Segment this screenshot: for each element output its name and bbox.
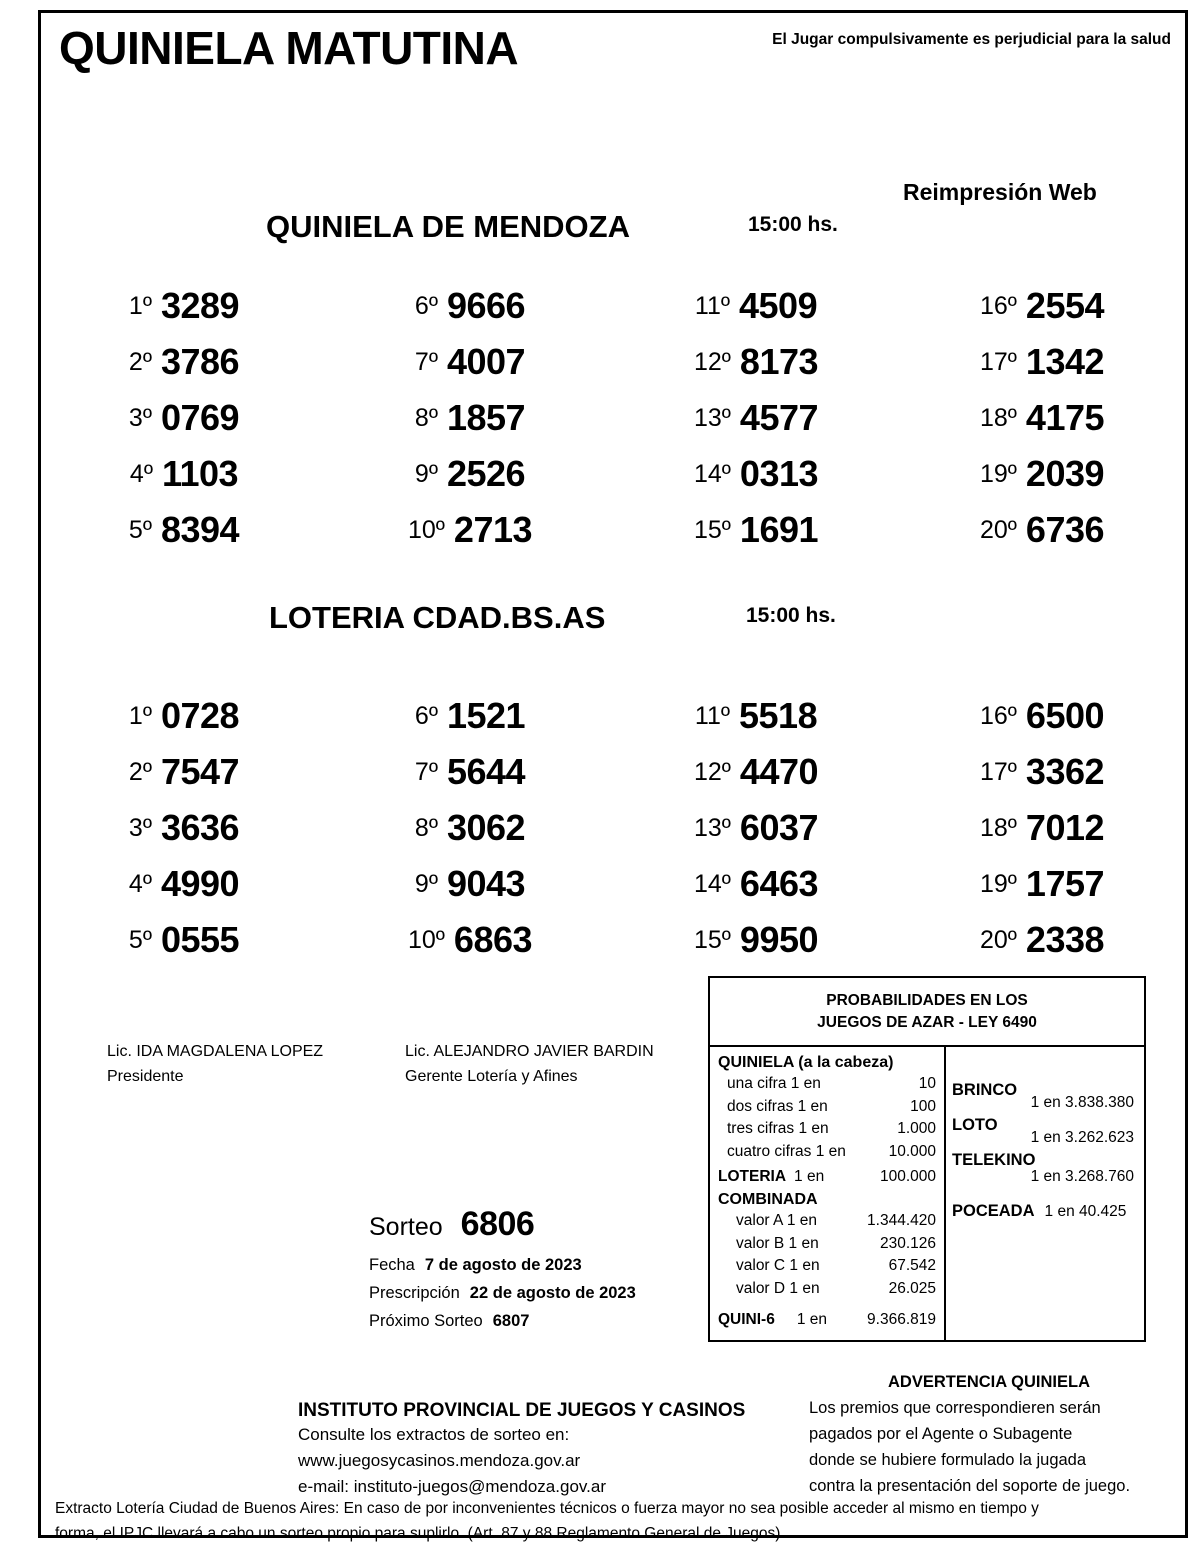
- fecha-label: Fecha: [369, 1256, 415, 1274]
- result-number: 5518: [739, 695, 818, 736]
- result-number: 2039: [1025, 453, 1105, 494]
- result-number: 3289: [160, 285, 240, 326]
- result-cell: [899, 800, 1185, 856]
- institute-line: Consulte los extractos de sorteo en:: [298, 1425, 570, 1444]
- institute-block: [298, 1400, 745, 1500]
- loteria-row: [718, 1165, 936, 1189]
- game-prob-poceada: [952, 1202, 1138, 1221]
- result-number: 2338: [1025, 919, 1105, 960]
- result-position: 4º: [128, 869, 152, 898]
- prob-value: 10.000: [888, 1142, 936, 1160]
- probabilities-right-column: [946, 1047, 1144, 1340]
- probabilities-title-line1: PROBABILIDADES EN LOS: [826, 992, 1028, 1009]
- game-name: POCEADA: [952, 1202, 1035, 1220]
- game-prob-loto: [952, 1116, 1138, 1147]
- result-position: 16º: [979, 291, 1017, 320]
- result-cell: [613, 278, 899, 334]
- probabilities-body: [710, 1047, 1144, 1340]
- result-position: 2º: [128, 347, 152, 376]
- result-number: 2713: [453, 509, 533, 550]
- result-cell: [327, 800, 613, 856]
- prob-label: dos cifras 1 en: [727, 1097, 828, 1115]
- result-position: 19º: [979, 869, 1017, 898]
- result-cell: [613, 446, 899, 502]
- result-number: 7012: [1025, 807, 1105, 848]
- result-number: 1691: [739, 509, 819, 550]
- result-cell: [899, 390, 1185, 446]
- result-cell: [899, 856, 1185, 912]
- result-number: 4509: [739, 285, 818, 326]
- prob-label: una cifra 1 en: [727, 1075, 821, 1092]
- draw-title-bsas: LOTERIA CDAD.BS.AS: [269, 600, 606, 635]
- gambling-warning-banner: El Jugar compulsivamente es perjudicial para la salud: [772, 31, 1171, 48]
- prob-value: 10: [918, 1075, 936, 1092]
- game-name: BRINCO: [952, 1081, 1018, 1099]
- result-position: 7º: [414, 757, 438, 786]
- game-odds: 1 en 3.268.760: [1030, 1168, 1134, 1185]
- result-position: 9º: [414, 459, 438, 488]
- game-name: TELEKINO: [952, 1151, 1036, 1169]
- result-position: 12º: [693, 757, 731, 786]
- result-position: 7º: [414, 347, 438, 376]
- result-position: 13º: [693, 813, 731, 842]
- result-position: 10º: [407, 515, 445, 544]
- result-cell: [327, 912, 613, 968]
- result-number: 1521: [446, 695, 526, 736]
- result-position: 11º: [694, 701, 730, 730]
- proximo-sorteo-value: 6807: [492, 1312, 530, 1330]
- result-position: 15º: [693, 925, 731, 954]
- result-position: 14º: [693, 869, 731, 898]
- result-cell: [327, 744, 613, 800]
- result-cell: [899, 446, 1185, 502]
- quini6-value: 9.366.819: [867, 1311, 936, 1328]
- signature-name: Lic. ALEJANDRO JAVIER BARDIN: [405, 1043, 654, 1060]
- result-number: 4007: [446, 341, 526, 382]
- prescripcion-label: Prescripción: [369, 1284, 460, 1302]
- result-position: 16º: [979, 701, 1017, 730]
- result-position: 12º: [693, 347, 731, 376]
- result-cell: [613, 688, 899, 744]
- footer-disclaimer: [55, 1496, 1173, 1546]
- result-cell: [41, 390, 327, 446]
- result-cell: [41, 912, 327, 968]
- result-cell: [613, 744, 899, 800]
- result-number: 3636: [160, 807, 240, 848]
- result-cell: [899, 502, 1185, 558]
- prob-label: valor A 1 en: [736, 1212, 818, 1229]
- sorteo-number: 6806: [460, 1205, 535, 1243]
- result-position: 1º: [128, 701, 152, 730]
- result-number: 1757: [1025, 863, 1105, 904]
- result-cell: [899, 744, 1185, 800]
- prob-value: 100: [910, 1097, 936, 1115]
- result-cell: [613, 390, 899, 446]
- prob-label: tres cifras 1 en: [727, 1120, 829, 1137]
- prob-row: [718, 1096, 936, 1119]
- disclaimer-line: forma, el IPJC llevará a cabo un sorteo propio para suplirlo. (Art. 87 y 88 Reglamento General de Juegos): [55, 1525, 781, 1542]
- result-position: 20º: [979, 515, 1017, 544]
- sorteo-heading: [369, 1205, 636, 1244]
- institute-title: INSTITUTO PROVINCIAL DE JUEGOS Y CASINOS: [298, 1400, 746, 1421]
- result-number: 2526: [446, 453, 526, 494]
- result-number: 7547: [160, 751, 240, 792]
- result-cell: [41, 278, 327, 334]
- result-cell: [327, 688, 613, 744]
- signature-role: Presidente: [107, 1068, 184, 1085]
- advertencia-title: ADVERTENCIA QUINIELA: [888, 1373, 1090, 1391]
- result-cell: [613, 334, 899, 390]
- fecha-value: 7 de agosto de 2023: [424, 1256, 582, 1274]
- result-position: 17º: [979, 347, 1017, 376]
- game-prob-telekino: [952, 1151, 1138, 1186]
- result-position: 9º: [414, 869, 438, 898]
- prob-label: valor B 1 en: [736, 1234, 819, 1252]
- result-number: 6863: [453, 919, 533, 960]
- prob-label: valor D 1 en: [736, 1279, 820, 1297]
- result-number: 9043: [446, 863, 526, 904]
- result-position: 11º: [694, 291, 730, 320]
- result-position: 2º: [128, 757, 152, 786]
- probabilities-title: [710, 978, 1144, 1047]
- result-number: 4577: [739, 397, 819, 438]
- result-position: 10º: [407, 925, 445, 954]
- game-odds: 1 en 40.425: [1044, 1203, 1127, 1220]
- disclaimer-line: Extracto Lotería Ciudad de Buenos Aires: En caso de por inconvenientes técnicos o fuerza mayor no sea posible acceder al mismo en tiempo y: [55, 1500, 1039, 1517]
- result-number: 0313: [739, 453, 819, 494]
- prob-row: [718, 1141, 936, 1164]
- result-position: 8º: [414, 813, 438, 842]
- result-cell: [613, 502, 899, 558]
- prob-value: 1.344.420: [867, 1212, 936, 1229]
- institute-email: e-mail: instituto-juegos@mendoza.gov.ar: [298, 1477, 606, 1496]
- quiniela-heading: QUINIELA (a la cabeza): [718, 1054, 894, 1071]
- result-position: 18º: [979, 813, 1017, 842]
- prob-row: [718, 1073, 936, 1096]
- signature-president: [107, 1039, 323, 1089]
- prob-value: 230.126: [879, 1234, 936, 1252]
- result-cell: [327, 502, 613, 558]
- advertencia-line: contra la presentación del soporte de juego.: [809, 1477, 1131, 1495]
- sorteo-label: Sorteo: [369, 1213, 443, 1241]
- result-number: 4470: [739, 751, 819, 792]
- result-position: 20º: [979, 925, 1017, 954]
- result-position: 13º: [693, 403, 731, 432]
- prob-row: [718, 1255, 936, 1278]
- result-position: 6º: [414, 701, 438, 730]
- result-number: 9666: [446, 285, 526, 326]
- result-cell: [327, 390, 613, 446]
- result-position: 8º: [414, 403, 438, 432]
- result-number: 4175: [1025, 397, 1105, 438]
- signature-name: Lic. IDA MAGDALENA LOPEZ: [107, 1043, 324, 1060]
- reimpresion-web-label: Reimpresión Web: [903, 179, 1097, 205]
- result-position: 18º: [979, 403, 1017, 432]
- prob-row: [718, 1233, 936, 1256]
- result-number: 0769: [160, 397, 240, 438]
- sorteo-proximo-row: [369, 1308, 636, 1334]
- result-number: 6500: [1025, 695, 1105, 736]
- draw-time-bsas: 15:00 hs.: [746, 604, 836, 627]
- result-position: 6º: [414, 291, 438, 320]
- result-number: 6463: [739, 863, 819, 904]
- result-cell: [41, 800, 327, 856]
- result-number: 6736: [1025, 509, 1105, 550]
- proximo-sorteo-label: Próximo Sorteo: [369, 1312, 483, 1330]
- prob-row: [718, 1278, 936, 1301]
- result-number: 1103: [161, 453, 239, 494]
- result-position: 3º: [128, 813, 152, 842]
- advertencia-block: [809, 1373, 1169, 1499]
- signature-manager: [405, 1039, 654, 1089]
- result-number: 6037: [739, 807, 819, 848]
- result-cell: [41, 502, 327, 558]
- combinada-heading: COMBINADA: [718, 1191, 818, 1208]
- result-cell: [899, 912, 1185, 968]
- result-position: 1º: [128, 291, 152, 320]
- result-position: 4º: [129, 459, 153, 488]
- results-grid-mendoza: [41, 278, 1185, 558]
- result-number: 1342: [1025, 341, 1105, 382]
- result-number: 3062: [446, 807, 526, 848]
- prob-label: valor C 1 en: [736, 1257, 820, 1274]
- result-position: 15º: [693, 515, 731, 544]
- result-cell: [41, 688, 327, 744]
- prob-value: 1.000: [897, 1120, 936, 1137]
- result-cell: [899, 334, 1185, 390]
- result-cell: [327, 856, 613, 912]
- result-cell: [41, 446, 327, 502]
- game-odds: 1 en 3.838.380: [1030, 1094, 1134, 1111]
- prob-row: [718, 1210, 936, 1233]
- result-cell: [41, 856, 327, 912]
- result-number: 8173: [739, 341, 819, 382]
- sorteo-prescripcion-row: [369, 1280, 636, 1306]
- probabilities-box: [708, 976, 1146, 1342]
- loteria-value: 100.000: [879, 1168, 936, 1185]
- result-cell: [327, 278, 613, 334]
- result-position: 19º: [979, 459, 1017, 488]
- result-number: 3786: [160, 341, 240, 382]
- prob-label: cuatro cifras 1 en: [727, 1142, 846, 1160]
- advertencia-line: Los premios que correspondieren serán: [809, 1399, 1101, 1417]
- result-position: 3º: [128, 403, 152, 432]
- result-cell: [613, 800, 899, 856]
- result-number: 9950: [739, 919, 819, 960]
- probabilities-left-column: [710, 1047, 946, 1340]
- result-number: 8394: [160, 509, 240, 550]
- sorteo-info-block: [369, 1205, 636, 1334]
- result-number: 4990: [160, 863, 240, 904]
- game-odds: 1 en 3.262.623: [1030, 1129, 1134, 1146]
- sorteo-fecha-row: [369, 1252, 636, 1278]
- advertencia-line: donde se hubiere formulado la jugada: [809, 1451, 1087, 1469]
- result-number: 0728: [160, 695, 240, 736]
- result-cell: [899, 688, 1185, 744]
- result-cell: [613, 856, 899, 912]
- result-cell: [41, 744, 327, 800]
- result-number: 3362: [1025, 751, 1105, 792]
- draw-time-mendoza: 15:00 hs.: [748, 213, 838, 236]
- result-cell: [327, 446, 613, 502]
- prescripcion-value: 22 de agosto de 2023: [469, 1284, 636, 1302]
- quini6-mid: 1 en: [796, 1311, 828, 1328]
- game-name: LOTO: [952, 1116, 998, 1134]
- result-cell: [327, 334, 613, 390]
- result-position: 14º: [693, 459, 731, 488]
- result-position: 17º: [979, 757, 1017, 786]
- advertencia-line: pagados por el Agente o Subagente: [809, 1425, 1073, 1443]
- document-frame: [38, 10, 1188, 1542]
- loteria-label: LOTERIA: [718, 1168, 787, 1185]
- result-cell: [899, 278, 1185, 334]
- result-number: 2554: [1025, 285, 1105, 326]
- result-position: 5º: [128, 515, 152, 544]
- result-cell: [41, 334, 327, 390]
- draw-title-mendoza: QUINIELA DE MENDOZA: [266, 209, 630, 244]
- result-number: 0555: [160, 919, 240, 960]
- result-cell: [613, 912, 899, 968]
- results-grid-bsas: [41, 688, 1185, 968]
- result-number: 1857: [446, 397, 526, 438]
- prob-value: 26.025: [888, 1279, 936, 1297]
- loteria-mid: 1 en: [794, 1168, 825, 1185]
- signature-role: Gerente Lotería y Afines: [405, 1068, 578, 1085]
- quini6-label: QUINI-6: [718, 1311, 775, 1328]
- prob-value: 67.542: [888, 1257, 936, 1274]
- result-number: 5644: [446, 751, 526, 792]
- result-position: 5º: [128, 925, 152, 954]
- prob-row: [718, 1118, 936, 1141]
- page-title: QUINIELA MATUTINA: [59, 22, 519, 74]
- institute-website: www.juegosycasinos.mendoza.gov.ar: [298, 1451, 581, 1470]
- quini6-row: [718, 1308, 936, 1332]
- game-prob-brinco: [952, 1081, 1138, 1112]
- probabilities-title-line2: JUEGOS DE AZAR - LEY 6490: [817, 1014, 1037, 1031]
